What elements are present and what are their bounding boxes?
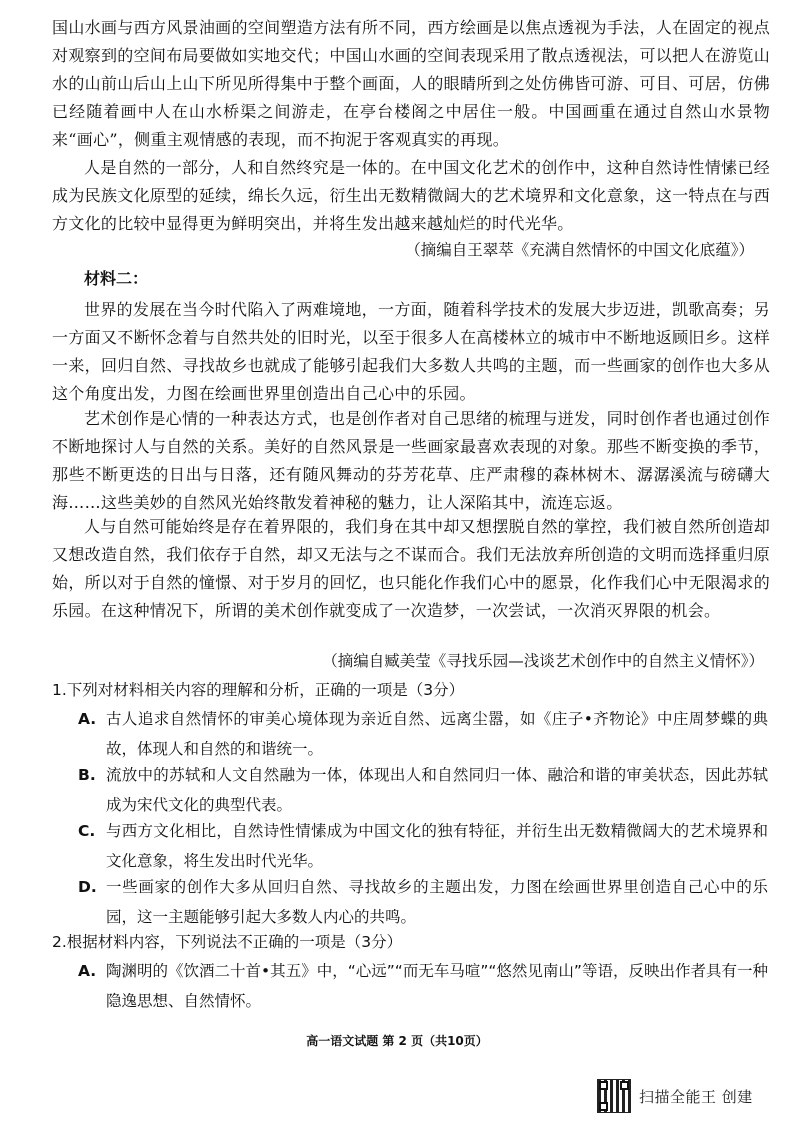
option-text: 一些画家的创作大多从回归自然、寻找故乡的主题出发，力图在绘画世界里创造自己心中的乐园，这一主题能够引起大多数人内心的共鸣。 — [106, 878, 768, 926]
option-letter: A. — [78, 710, 97, 728]
material2-paragraph-2: 艺术创作是心情的一种表达方式，也是创作者对自己思绪的梳理与迸发，同时创作者也通过创作不断地探讨人与自然的关系。美好的自然风景是一些画家最喜欢表现的对象。那些不断变换的季节，那些不断更迭的日出与日落，还有随风舞动的芬芳花草、庄严肃穆的森林树木、潺潺溪流与磅礴大海……这些美妙的自然风光始终散发着神秘的魅力，让人深陷其中，流连忘返。 — [52, 409, 770, 512]
material2-heading: 材料二： — [84, 269, 149, 288]
option-text: 与西方文化相比，自然诗性情愫成为中国文化的独有特征，并衍生出无数精微阔大的艺术境界和文化意象，将生发出时代光华。 — [106, 822, 768, 870]
qr-code-icon — [597, 1079, 631, 1113]
question-1-option-c — [78, 816, 768, 876]
question-1-option-d — [78, 872, 768, 932]
option-text: 古人追求自然情怀的审美心境体现为亲近自然、远离尘嚣，如《庄子•齐物论》中庄周梦蝶的典故，体现人和自然的和谐统一。 — [106, 710, 768, 758]
material2-paragraph-3: 人与自然可能始终是存在着界限的，我们身在其中却又想摆脱自然的掌控，我们被自然所创造却又想改造自然，我们依存于自然，却又无法与之不谋而合。我们无法放弃所创造的文明而选择重归原始，所以对于自然的憧憬、对于岁月的回忆，也只能化作我们心中的愿景，化作我们心中无限渴求的乐园。在这种情况下，所谓的美术创作就变成了一次造梦，一次尝试，一次消灭界限的机会。 — [52, 517, 770, 620]
question-2-stem: 2.根据材料内容，下列说法不正确的一项是（3分） — [52, 933, 403, 951]
option-letter: A. — [78, 962, 97, 980]
camscanner-watermark — [597, 1076, 777, 1116]
option-letter: C. — [78, 822, 96, 840]
material2-credit: （摘编自臧美莹《寻找乐园—浅谈艺术创作中的自然主义情怀》） — [322, 652, 764, 670]
option-text: 陶渊明的《饮酒二十首•其五》中，“心远”“而无车马喧”“悠然见南山”等语，反映出作者具有一种隐逸思想、自然情怀。 — [106, 962, 768, 1010]
material1-paragraph-2: 人是自然的一部分，人和自然终究是一体的。在中国文化艺术的创作中，这种自然诗性情愫已经成为民族文化原型的延续，绵长久远，衍生出无数精微阔大的艺术境界和文化意象，这一特点在与西方文化的比较中显得更为鲜明突出，并将生发出越来越灿烂的时代光华。 — [52, 158, 770, 233]
question-1-stem: 1.下列对材料相关内容的理解和分析，正确的一项是（3分） — [52, 681, 465, 699]
watermark-text: 扫描全能王 创建 — [639, 1087, 753, 1106]
material1-credit: （摘编自王翠萃《充满自然情怀的中国文化底蕴》） — [405, 241, 754, 259]
page-footer: 高一语文试题 第 2 页（共10页） — [306, 1034, 488, 1048]
question-1-option-a — [78, 704, 768, 764]
option-letter: D. — [78, 878, 97, 896]
material1-paragraph-continued: 国山水画与西方风景油画的空间塑造方法有所不同，西方绘画是以焦点透视为手法，人在固定的视点对观察到的空间布局要做如实地交代；中国山水画的空间表现采用了散点透视法，可以把人在游览山水的山前山后山上山下所见所得集中于整个画面，人的眼睛所到之处仿佛皆可游、可目、可居，仿佛已经随着画中人在山水桥渠之间游走，在亭台楼阁之中居住一般。中国画重在通过自然山水景物来“画心”，侧重主观情感的表现，而不拘泥于客观真实的再现。 — [52, 18, 770, 149]
option-letter: B. — [78, 766, 96, 784]
question-2-option-a — [78, 956, 768, 1016]
option-text: 流放中的苏轼和人文自然融为一体，体现出人和自然同归一体、融洽和谐的审美状态，因此苏轼成为宋代文化的典型代表。 — [106, 766, 768, 814]
question-1-option-b — [78, 760, 768, 820]
material2-paragraph-1: 世界的发展在当今时代陷入了两难境地，一方面，随着科学技术的发展大步迈进，凯歌高奏；另一方面又不断怀念着与自然共处的旧时光，以至于很多人在高楼林立的城市中不断地返顾旧乡。这样一来，回归自然、寻找故乡也就成了能够引起我们大多数人共鸣的主题，而一些画家的创作也大多从这个角度出发，力图在绘画世界里创造出自己心中的乐园。 — [52, 300, 770, 403]
